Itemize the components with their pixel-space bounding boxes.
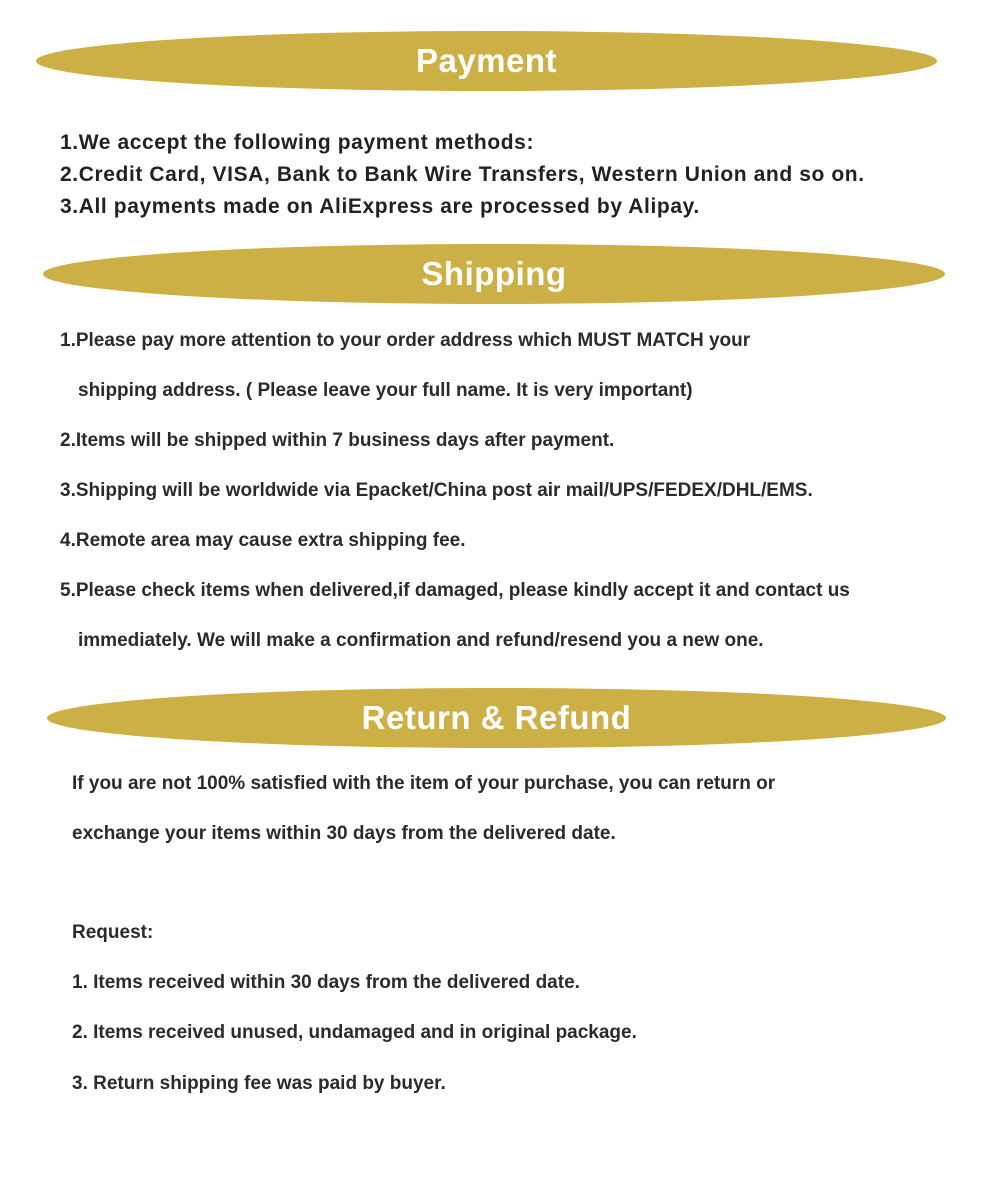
shipping-title: Shipping bbox=[421, 255, 567, 292]
payment-banner bbox=[36, 31, 937, 91]
request-item-2: 2. Items received unused, undamaged and in original package. bbox=[72, 1022, 637, 1043]
request-item-3: 3. Return shipping fee was paid by buyer. bbox=[72, 1073, 446, 1094]
payment-line-2: 2.Credit Card, VISA, Bank to Bank Wire Transfers, Western Union and so on. bbox=[60, 163, 865, 186]
shipping-line-3: 3.Shipping will be worldwide via Epacket/China post air mail/UPS/FEDEX/DHL/EMS. bbox=[60, 480, 813, 501]
request-item-1: 1. Items received within 30 days from the delivered date. bbox=[72, 972, 580, 993]
shipping-line-1-cont: shipping address. ( Please leave your full name. It is very important) bbox=[78, 380, 693, 401]
shipping-banner bbox=[43, 244, 945, 304]
shipping-line-5: 5.Please check items when delivered,if damaged, please kindly accept it and contact us bbox=[60, 580, 850, 601]
return-intro-line-1: If you are not 100% satisfied with the item of your purchase, you can return or bbox=[72, 773, 776, 794]
shipping-line-4: 4.Remote area may cause extra shipping fee. bbox=[60, 530, 466, 551]
payment-line-3: 3.All payments made on AliExpress are processed by Alipay. bbox=[60, 195, 700, 218]
shipping-line-1: 1.Please pay more attention to your order address which MUST MATCH your bbox=[60, 330, 751, 351]
shipping-line-5-cont: immediately. We will make a confirmation and refund/resend you a new one. bbox=[78, 630, 764, 651]
return-intro-line-2: exchange your items within 30 days from the delivered date. bbox=[72, 823, 616, 844]
request-label: Request: bbox=[72, 922, 154, 943]
shipping-line-2: 2.Items will be shipped within 7 business days after payment. bbox=[60, 430, 615, 451]
payment-line-1: 1.We accept the following payment methods: bbox=[60, 131, 535, 154]
return-refund-banner bbox=[47, 688, 946, 748]
payment-title: Payment bbox=[415, 42, 558, 79]
return-refund-title: Return & Refund bbox=[361, 699, 632, 736]
